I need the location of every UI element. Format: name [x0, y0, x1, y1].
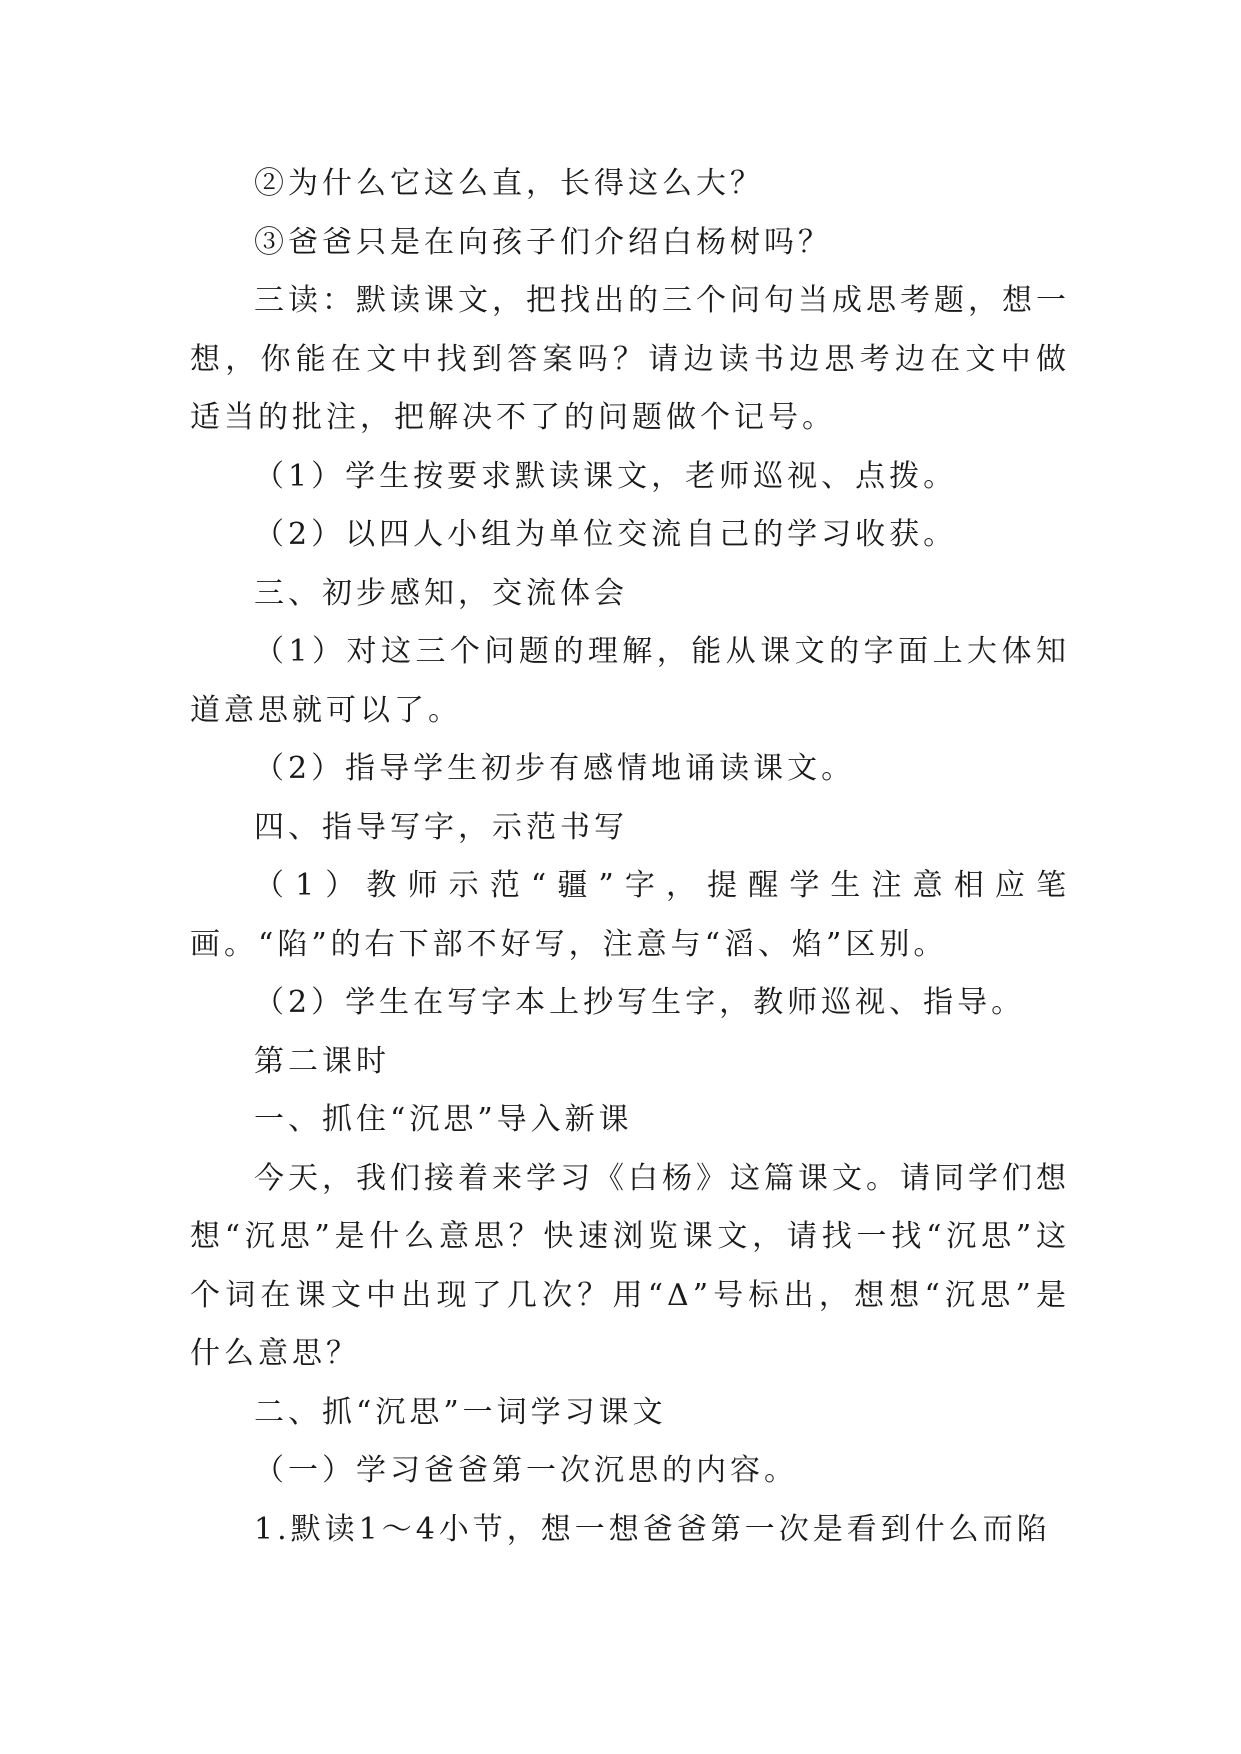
paragraph: （2）指导学生初步有感情地诵读课文。: [254, 751, 856, 786]
paragraph: （1）对这三个问题的理解，能从课文的字面上大体知道意思就可以了。: [190, 634, 1070, 728]
paragraph: （一）学习爸爸第一次沉思的内容。: [254, 1453, 798, 1488]
paragraph: 今天，我们接着来学习《白杨》这篇课文。请同学们想想“沉思”是什么意思？快速浏览课文，请找一找“沉思”这个词在课文中出现了几次？用“Δ”号标出，想想“沉思”是什么意思？: [190, 1160, 1070, 1371]
section-heading: 四、指导写字，示范书写: [254, 809, 628, 845]
paragraph: ②为什么它这么直，长得这么大？: [254, 166, 764, 201]
paragraph: 1.默读1～4小节，想一想爸爸第一次是看到什么而陷: [254, 1511, 1051, 1547]
paragraph: ③爸爸只是在向孩子们介绍白杨树吗？: [254, 224, 832, 260]
document-body: [190, 155, 1070, 1559]
section-heading: 三、初步感知，交流体会: [254, 575, 628, 611]
paragraph: （1）教师示范“疆”字，提醒学生注意相应笔画。“陷”的右下部不好写，注意与“滔、焰”区别。: [190, 868, 1070, 962]
section-heading: 一、抓住“沉思”导入新课: [254, 1102, 633, 1137]
lesson-heading: 第二课时: [254, 1043, 390, 1079]
paragraph: （2）学生在写字本上抄写生字，教师巡视、指导。: [254, 985, 1026, 1020]
section-heading: 二、抓“沉思”一词学习课文: [254, 1394, 667, 1430]
paragraph: 三读：默读课文，把找出的三个问句当成思考题，想一想，你能在文中找到答案吗？请边读书边思考边在文中做适当的批注，把解决不了的问题做个记号。: [190, 283, 1070, 435]
paragraph: （1）学生按要求默读课文，老师巡视、点拨。: [254, 458, 958, 494]
paragraph: （2）以四人小组为单位交流自己的学习收获。: [254, 517, 958, 552]
